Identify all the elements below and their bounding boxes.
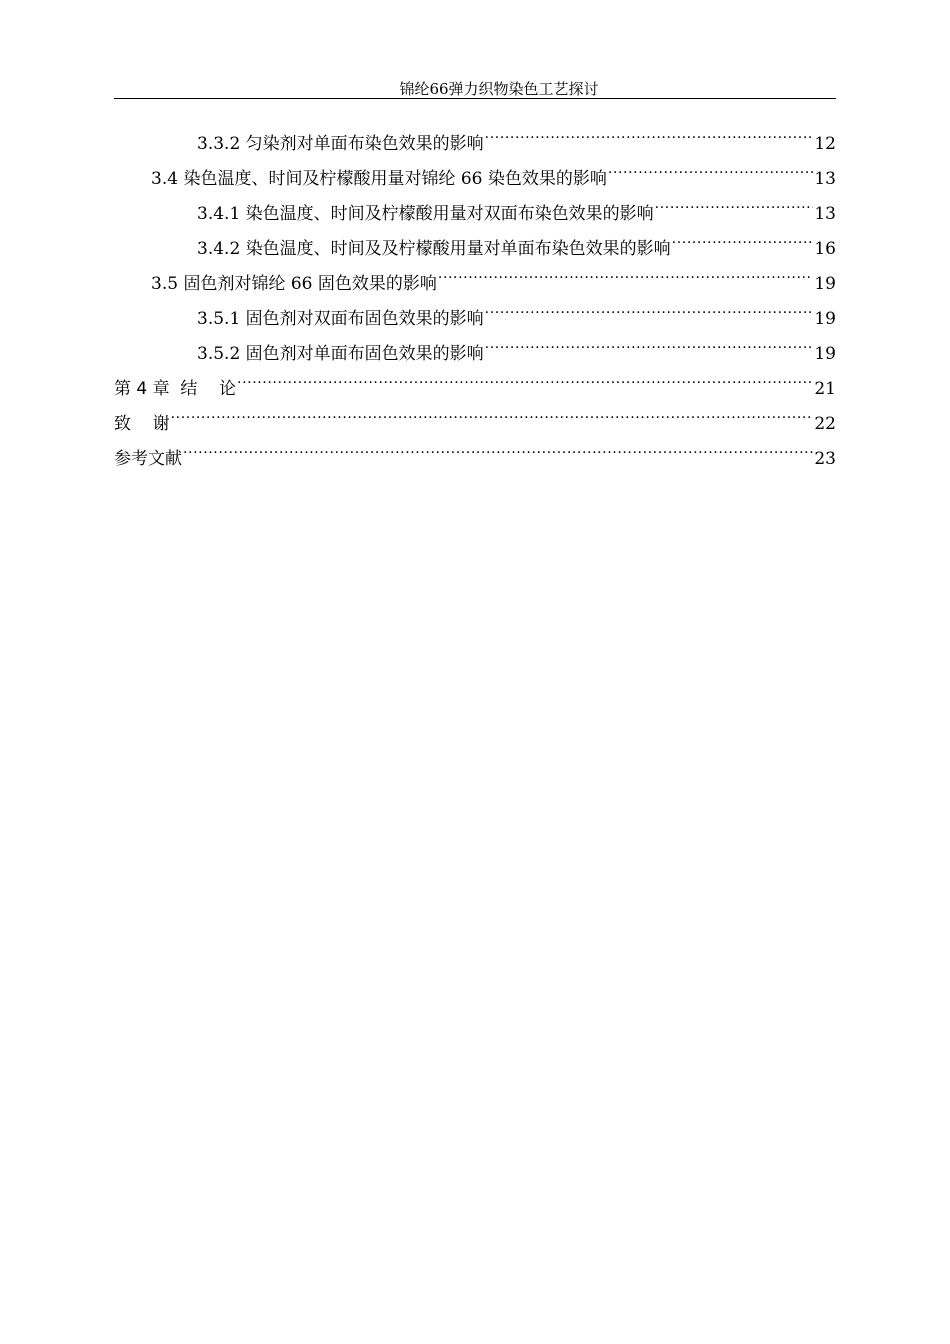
toc-leader-dots: [183, 429, 813, 464]
table-of-contents: [114, 114, 836, 469]
toc-entry-title: 第 4 章 结 论: [114, 379, 237, 399]
toc-entry-page: 21: [814, 379, 836, 399]
toc-entry-title: 3.5 固色剂对锦纶 66 固色效果的影响: [151, 274, 437, 294]
toc-entry-page: 13: [814, 169, 836, 189]
toc-entry-3-3-2[interactable]: [114, 114, 836, 154]
toc-leader-dots: [438, 254, 813, 289]
toc-entry-title: 3.4.1 染色温度、时间及柠檬酸用量对双面布染色效果的影响: [197, 204, 654, 224]
toc-entry-title: 3.3.2 匀染剂对单面布染色效果的影响: [197, 134, 484, 154]
toc-entry-title: 3.4 染色温度、时间及柠檬酸用量对锦纶 66 染色效果的影响: [151, 169, 607, 189]
toc-entry-page: 12: [814, 134, 836, 154]
toc-leader-dots: [237, 359, 813, 394]
toc-entry-references[interactable]: [114, 429, 836, 469]
toc-leader-dots: [171, 394, 814, 429]
toc-leader-dots: [485, 289, 814, 324]
header-title: 锦纶66弹力织物染色工艺探讨: [399, 80, 599, 98]
toc-leader-dots: [672, 219, 814, 254]
toc-entry-page: 22: [814, 414, 836, 434]
toc-entry-page: 19: [814, 344, 836, 364]
toc-leader-dots: [608, 149, 813, 184]
toc-entry-page: 16: [814, 239, 836, 259]
toc-entry-page: 13: [814, 204, 836, 224]
toc-entry-page: 19: [814, 309, 836, 329]
toc-entry-title: 3.5.2 固色剂对单面布固色效果的影响: [197, 344, 484, 364]
toc-entry-title: 3.4.2 染色温度、时间及及柠檬酸用量对单面布染色效果的影响: [197, 239, 671, 259]
toc-entry-page: 23: [814, 449, 836, 469]
toc-entry-title: 参考文献: [114, 449, 182, 469]
toc-leader-dots: [485, 114, 814, 149]
toc-entry-title: 3.5.1 固色剂对双面布固色效果的影响: [197, 309, 484, 329]
toc-leader-dots: [655, 184, 814, 219]
toc-entry-title: 致 谢: [114, 414, 170, 434]
toc-entry-page: 19: [814, 274, 836, 294]
toc-entry-acknowledgements[interactable]: [114, 394, 836, 434]
toc-leader-dots: [485, 324, 814, 359]
page-header: [114, 79, 836, 99]
